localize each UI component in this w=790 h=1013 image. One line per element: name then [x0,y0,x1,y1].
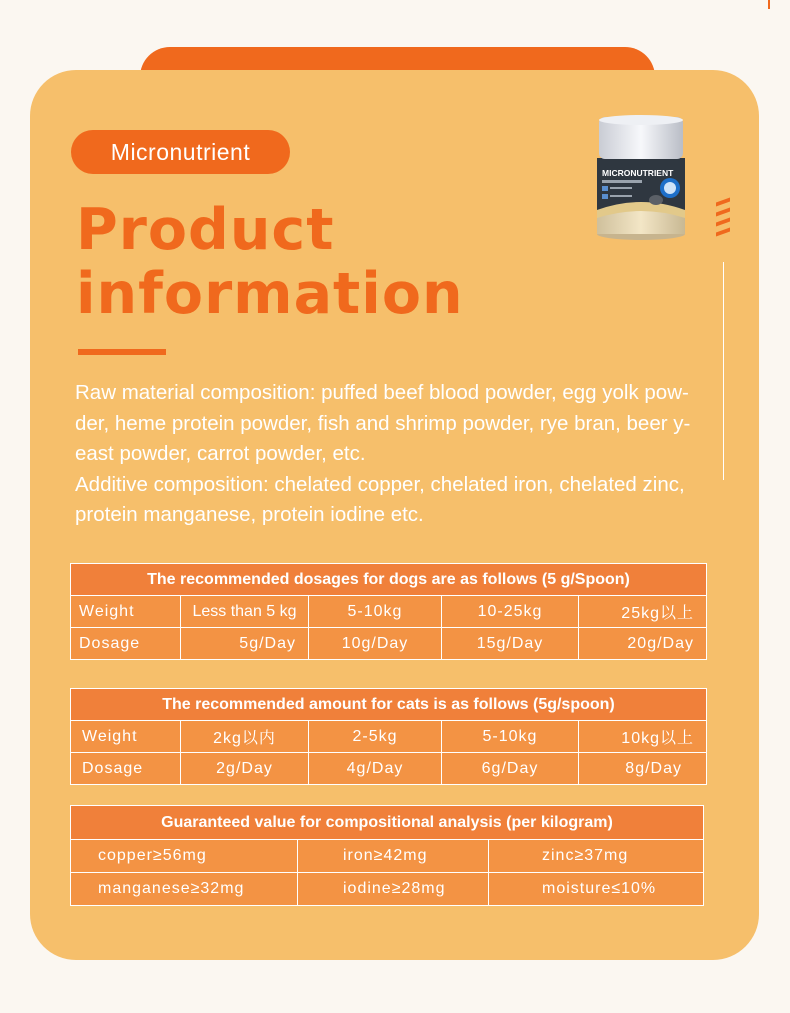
cat-weight-cell: 2-5kg [309,721,442,753]
table-row [71,596,707,628]
section-label-pill: Micronutrient [71,130,290,174]
analysis-cell: moisture≤10% [489,873,704,906]
cat-weight-label: Weight [71,721,181,753]
analysis-cell: manganese≥32mg [71,873,298,906]
analysis-cell: iodine≥28mg [298,873,489,906]
decorative-vertical-line [723,262,724,480]
decorative-stripes-icon [716,198,730,238]
cat-dosage-cell: 6g/Day [442,753,579,785]
dog-dosage-cell: 20g/Day [579,628,707,660]
dog-dosage-table [70,563,707,660]
cat-dosage-cell: 8g/Day [579,753,707,785]
table-row [71,628,707,660]
product-jar-image [594,114,688,244]
cat-weight-cell: 5-10kg [442,721,579,753]
cat-dosage-cell: 2g/Day [181,753,309,785]
dog-weight-label: Weight [71,596,181,628]
jar-label-text: MICRONUTRIENT [602,168,674,178]
top-edge-tick [768,0,770,9]
title-line-1: Product [76,197,335,263]
dog-dosage-cell: 15g/Day [442,628,579,660]
analysis-table [70,805,704,906]
analysis-cell: copper≥56mg [71,840,298,873]
cat-dosage-cell: 4g/Day [309,753,442,785]
title-underline [78,349,166,355]
table-row [71,753,707,785]
analysis-cell: iron≥42mg [298,840,489,873]
product-description [75,378,720,531]
dog-weight-cell: 10-25kg [442,596,579,628]
dog-weight-cell: 25kg以上 [579,596,707,628]
additive-paragraph: Additive composition: chelated copper, chelated iron, chelated zinc, protein manganese, protein iodine etc. [75,472,685,526]
cat-table-title: The recommended amount for cats is as follows (5g/spoon) [71,689,707,721]
title-line-2: information [76,261,464,327]
cat-weight-cell: 10kg以上 [579,721,707,753]
dog-dosage-label: Dosage [71,628,181,660]
table-row [71,721,707,753]
table-row [71,840,704,873]
raw-material-paragraph: Raw material composition: puffed beef blood powder, egg yolk pow-der, heme protein powder, fish and shrimp powder, rye bran, beer y-east powder, carrot powder, etc. [75,381,691,465]
cat-dosage-table [70,688,707,785]
cat-dosage-label: Dosage [71,753,181,785]
cat-weight-cell: 2kg以内 [181,721,309,753]
dog-dosage-cell: 5g/Day [181,628,309,660]
analysis-table-title: Guaranteed value for compositional analysis (per kilogram) [71,806,704,840]
dog-dosage-cell: 10g/Day [309,628,442,660]
page-title [76,198,464,326]
dog-weight-cell: 5-10kg [309,596,442,628]
dog-table-title: The recommended dosages for dogs are as follows (5 g/Spoon) [71,564,707,596]
table-row [71,873,704,906]
analysis-cell: zinc≥37mg [489,840,704,873]
dog-weight-cell: Less than 5 kg [181,596,309,628]
